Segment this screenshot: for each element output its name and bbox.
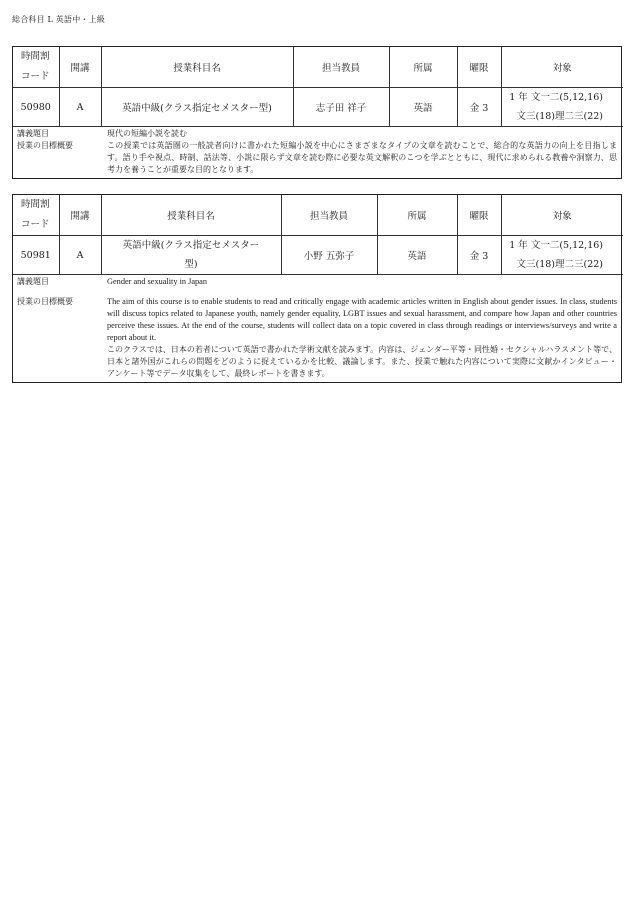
course-goal-en: The aim of this course is to enable students to read and critically engage with academic articles written in English about gender issues. In class, students will discuss topics related to Japanese youth, namely gender equality, LGBT issues and sexual harassment, and compare how Japan and other countries perceive these issues. At the end of the course, students will collect data on a topic covered in class through readings or interviews/surveys and write a report about it. [107, 297, 617, 342]
course-affiliation: 英語 [377, 236, 457, 275]
course-subject [101, 236, 281, 275]
course-affiliation: 英語 [389, 88, 457, 127]
affiliation-column-header: 所属 [377, 195, 457, 236]
course-description [13, 127, 621, 178]
course-target-line1: 1 年 文一二(5,12,16) [509, 92, 603, 103]
course-target [501, 88, 623, 127]
subject-column-header: 授業科目名 [101, 47, 293, 88]
course-block [12, 46, 622, 179]
goal-label: 授業の目標概要 [17, 297, 73, 306]
code-header-line2: コード [21, 71, 50, 82]
course-title: Gender and sexuality in Japan [107, 277, 207, 286]
section-column-header: 開講 [59, 47, 101, 88]
goal-label: 授業の目標概要 [17, 141, 73, 150]
title-label: 講義題目 [17, 129, 49, 138]
course-instructor: 小野 五弥子 [281, 236, 377, 275]
course-goal-ja: この授業では英語圏の一般読者向けに書かれた短編小説を中心にさまざまなタイプの文章を読むことで、総合的な英語力の向上を目指します。語り手や視点、時制、話法等、小説に限らず文章を読む際に必要な英文解釈のこつを学ぶとともに、現代に求められる教養や洞察力、思考力を養うことが重要な目的となります。 [107, 141, 617, 174]
course-section: A [59, 236, 101, 275]
course-goal [107, 296, 617, 380]
course-description [13, 275, 621, 382]
code-header-line2: コード [21, 219, 50, 230]
affiliation-column-header: 所属 [389, 47, 457, 88]
course-header-row [13, 195, 623, 236]
course-target-line2: 文三(18)理二三(22) [516, 111, 603, 122]
course-subject-line1: 英語中級(クラス指定セメスター [122, 240, 260, 251]
course-data-row [13, 88, 623, 127]
course-subject-line2: 型) [184, 259, 198, 270]
course-code: 50981 [13, 236, 59, 275]
course-table [13, 195, 623, 275]
title-label: 講義題目 [17, 277, 49, 286]
code-header-line1: 時間割 [21, 199, 50, 210]
period-column-header: 曜限 [457, 195, 501, 236]
course-period: 金 3 [457, 236, 501, 275]
page-header: 総合科目 L 英語中・上級 [12, 15, 105, 24]
code-column-header [13, 47, 59, 88]
course-code: 50980 [13, 88, 59, 127]
course-block [12, 194, 622, 383]
code-header-line1: 時間割 [21, 51, 50, 62]
course-section: A [59, 88, 101, 127]
period-column-header: 曜限 [457, 47, 501, 88]
course-period: 金 3 [457, 88, 501, 127]
course-subject-line1: 英語中級(クラス指定セメスター型) [122, 103, 272, 114]
course-subject [101, 88, 293, 127]
course-header-row [13, 47, 623, 88]
instructor-column-header: 担当教員 [281, 195, 377, 236]
course-title: 現代の短編小説を読む [107, 129, 187, 138]
course-target [501, 236, 623, 275]
course-table [13, 47, 623, 127]
course-data-row [13, 236, 623, 275]
code-column-header [13, 195, 59, 236]
course-goal-ja: このクラスでは、日本の若者について英語で書かれた学術文献を読みます。内容は、ジェンダー平等・同性婚・セクシャルハラスメント等で、日本と諸外国がこれらの問題をどのように捉えているかを比較、議論します。また、授業で触れた内容について実際に文献かインタビュー・アンケート等でデータ収集をして、最終レポートを書きます。 [107, 345, 617, 378]
course-target-line1: 1 年 文一二(5,12,16) [509, 240, 603, 251]
instructor-column-header: 担当教員 [293, 47, 389, 88]
course-instructor: 志子田 祥子 [293, 88, 389, 127]
subject-column-header: 授業科目名 [101, 195, 281, 236]
target-column-header: 対象 [501, 195, 623, 236]
target-column-header: 対象 [501, 47, 623, 88]
course-target-line2: 文三(18)理二三(22) [516, 259, 603, 270]
section-column-header: 開講 [59, 195, 101, 236]
